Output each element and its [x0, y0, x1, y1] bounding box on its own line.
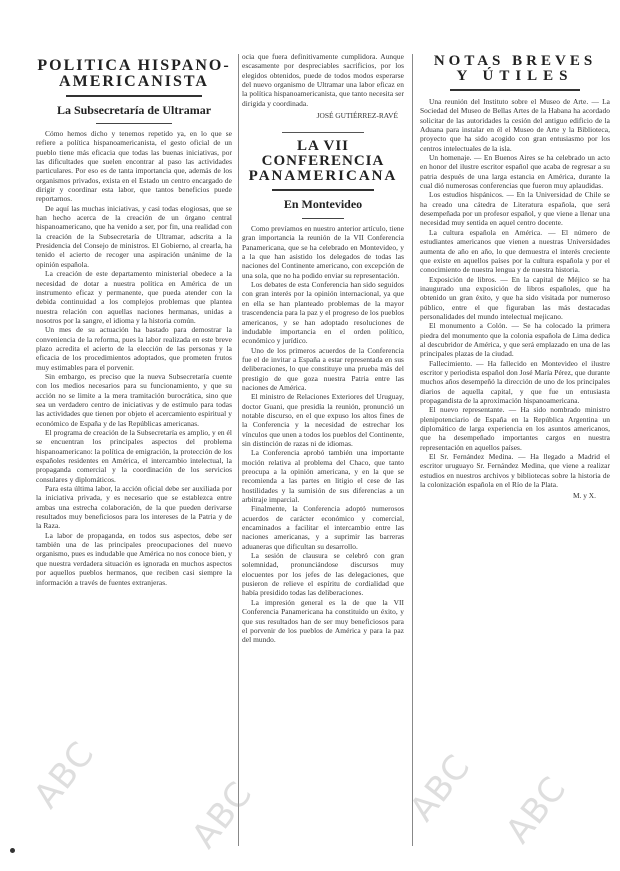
article-paragraph: El ministro de Relaciones Exteriores del Uruguay, doctor Guani, que presidía la reunión, pronunció un notable discurso, en el que expuso los altos fines de la Conferencia y la necesidad de estrechar los vínculos que unen a todos los pueblos del Continente, sin distinción de razas ni de idiomas.	[242, 392, 404, 448]
column-politica-hispanoamericanista	[36, 52, 232, 850]
article-paragraph: Un mes de su actuación ha bastado para demostrar la conveniencia de la reforma, pues la labor realizada en este breve plazo acredita el acierto de la elección de las personas y la eficacia de los procedimientos adoptados, que prometen frutos muy estimables para el porvenir.	[36, 325, 232, 372]
article-paragraph: Finalmente, la Conferencia adoptó numerosos acuerdos de carácter económico y comercial, encaminados a facilitar el intercambio entre las naciones americanas, y a suprimir las barreras aduaneras que dificultan su desarrollo.	[242, 504, 404, 551]
headline-line-2: AMERICANISTA	[59, 73, 209, 90]
article-paragraph: El programa de creación de la Subsecretaría es amplio, y en él se encuentran los principales aspectos del problema hispanoamericano: la política de emigración, la protección de los españoles residentes en América, el intercambio intelectual, la propaganda comercial y la coordinación de los servicios consulares y diplomáticos.	[36, 428, 232, 484]
note-paragraph: Los estudios hispánicos. — En la Universidad de Chile se ha creado una cátedra de Literatura española, que será desempeñada por un profesor español, y que viene a llenar una necesidad muy sentida en aquel centro docente.	[420, 190, 610, 228]
continued-paragraph: ocia que fuera definitivamente cumplidora. Aunque escasamente por despreciables sacrificios, por los elegidos obtenidos, puede de todos modos esperarse del nuevo organismo de Ultramar una labor eficaz en la política hispanoamericanista, que tanto necesita ser dirigida y coordinada.	[242, 52, 404, 108]
notes-signature: M. y X.	[573, 491, 596, 501]
article-paragraph: La Conferencia aprobó también una importante moción relativa al problema del Chaco, que tanto preocupa a la opinión americana, y en la que se recomienda a las partes en litigio el cese de las hostilidades y la sumisión de sus diferencias a un arbitraje imparcial.	[242, 448, 404, 505]
article-paragraph: Cómo hemos dicho y tenemos repetido ya, en lo que se refiere a política hispanoamericanista, el gesto oficial de un pueblo tiene más eficacia que todas las buenas iniciativas, por las dificultades que suelen encontrar al paso las actividades particulares. Por eso es de tanta importancia que, además de los organismos privados, exista en el Estado un centro encargado de dirigir y coordinar esta labor, que tantos beneficios puede reportarnos.	[36, 129, 232, 204]
subheading: En Montevideo	[283, 197, 363, 212]
watermark: ABC	[184, 774, 261, 856]
column-divider	[238, 54, 239, 846]
headline-line-1: POLITICA HISPANO-	[37, 57, 231, 74]
watermark: ABC	[402, 747, 479, 829]
newspaper-page	[14, 52, 614, 852]
subheading-rule	[302, 218, 344, 219]
headline-rule	[272, 189, 374, 191]
note-paragraph: El Sr. Fernández Medina. — Ha llegado a Madrid el escritor uruguayo Sr. Fernández Medina, que viene a realizar estudios en nuestros archivos y bibliotecas sobre la historia de la colonización española en el Río de la Plata.	[420, 452, 610, 490]
author-signature: JOSÉ GUTIÉRREZ-RAVÉ	[316, 111, 398, 121]
article-paragraph: Uno de los primeros acuerdos de la Conferencia fue el de invitar a España a estar representada en sus deliberaciones, lo que constituye una prueba más del prestigio de que goza nuestra Patria entre las naciones de América.	[242, 345, 404, 392]
column-divider	[412, 54, 413, 846]
note-paragraph: El nuevo representante. — Ha sido nombrado ministro plenipotenciario de España en la República Argentina un diplomático de larga experiencia en los asuntos americanos, que ha desempeñado importantes cargos en nuestra representación en aquellos países.	[420, 405, 610, 452]
watermark: ABC	[498, 769, 575, 851]
note-paragraph: El monumento a Colón. — Se ha colocado la primera piedra del monumento que la colonia española de Lima dedica al descubridor de América, y que será emplazado en una de las principales plazas de la ciudad.	[420, 321, 610, 359]
page-dot	[10, 848, 15, 853]
headline-line-2: Y ÚTILES	[456, 68, 574, 84]
note-paragraph: Fallecimiento. — Ha fallecido en Montevideo el ilustre escritor y periodista español don José María Pérez, que durante muchos años desempeñó la dirección de uno de los principales diarios de aquella capital, y que fue un entusiasta propagandista de la aproximación hispanoamericana.	[420, 358, 610, 405]
article-paragraph: De aquí las muchas iniciativas, y casi todas elogiosas, que se han hecho acerca de la creación de un órgano central hispanoamericano, que ha venido a ser, por fin, una realidad con la creación de la Subsecretaría de Ultramar, adscrita a la Presidencia del Consejo de ministros. El Gobierno, al crearla, ha tenido el acierto de recoger una aspiración unánime de la opinión española.	[36, 203, 232, 269]
article-paragraph: Sin embargo, es preciso que la nueva Subsecretaría cuente con los medios necesarios para su funcionamiento, y que su acción no se limite a la mera tramitación burocrática, sino que sea un verdadero centro de iniciativas y de estímulo para todas las actividades que tienen por objeto el acercamiento espiritual y económico de España y de las Repúblicas americanas.	[36, 371, 232, 428]
article-paragraph: La labor de propaganda, en todos sus aspectos, debe ser también una de las principales preocupaciones del nuevo organismo, pues es indudable que América no nos conoce bien, y que nuestra verdadera situación es ignorada en muchos aspectos por aquellos pueblos hermanos, que reciben casi siempre la información a través de fuentes extranjeras.	[36, 530, 232, 587]
note-paragraph: La cultura española en América. — El número de estudiantes americanos que vienen a nuestras Universidades aumenta de año en año, lo que demuestra el interés creciente que existe en aquellos países por la cultura española y por el conocimiento de nuestra lengua y de nuestra historia.	[420, 227, 610, 275]
subheading-rule	[96, 123, 172, 124]
note-paragraph: Una reunión del Instituto sobre el Museo de Arte. — La Sociedad del Museo de Bellas Artes de la Habana ha acordado solicitar de las autoridades la cesión del antiguo edificio de la Aduana para instalar en él el Museo de Arte y la Biblioteca, proyecto que ha sido acogido con gran entusiasmo por los centros intelectuales de la isla.	[420, 97, 610, 153]
article-paragraph: Como prevíamos en nuestro anterior artículo, tiene gran importancia la reunión de la VII Conferencia Panamericana, que se ha celebrado en Montevideo, y a la que han asistido los delegados de todas las naciones del Continente americano, con excepción de una sola, que no ha podido enviar su representación.	[242, 224, 404, 280]
subheading: La Subsecretaría de Ultramar	[56, 103, 212, 117]
headline-line-1: NOTAS BREVES	[433, 53, 597, 69]
article-paragraph: Para esta última labor, la acción oficial debe ser auxiliada por la iniciativa privada, y es necesario que se establezca entre ambas una estrecha colaboración, de la que pueden derivarse resultados muy beneficiosos para los intereses de la Patria y de la Raza.	[36, 484, 232, 531]
section-rule	[282, 132, 364, 133]
article-paragraph: La impresión general es la de que la VII Conferencia Panamericana ha constituido un éxito, y que sus resultados han de ser muy beneficiosos para el porvenir de los pueblos de América y para la paz del mundo.	[242, 597, 404, 645]
article-paragraph: Los debates de esta Conferencia han sido seguidos con gran interés por la opinión internacional, ya que en ella se han planteado problemas de la mayor trascendencia para la paz y el progreso de los pueblos americanos, y se han adoptado resoluciones de indudable importancia en el orden político, económico y jurídico.	[242, 280, 404, 346]
headline-line-2: PANAMERICANA	[248, 168, 398, 185]
note-paragraph: Un homenaje. — En Buenos Aires se ha celebrado un acto en honor del ilustre escritor español que acaba de regresar a su patria después de una larga estancia en América, durante la cual dió numerosas conferencias que fueron muy aplaudidas.	[420, 153, 610, 191]
headline-rule	[66, 95, 202, 97]
headline-rule	[450, 89, 580, 91]
column-conferencia-panamericana	[242, 52, 404, 850]
headline-line-1: LA VII CONFERENCIA	[261, 138, 385, 170]
article-paragraph: La creación de este departamento ministerial obedece a la necesidad de dotar a nuestra política en América de un instrumento eficaz y permanente, que pueda atender con la debida continuidad a los complejos problemas que plantea nuestra relación con aquellas naciones hermanas, unidas a nosotros por la sangre, el idioma y la historia común.	[36, 269, 232, 325]
watermark: ABC	[26, 734, 103, 816]
column-notas-breves	[420, 52, 610, 850]
article-paragraph: La sesión de clausura se celebró con gran solemnidad, pronunciándose discursos muy elocuentes por los jefes de las delegaciones, que pusieron de relieve el espíritu de cordialidad que había presidido todas las deliberaciones.	[242, 551, 404, 598]
note-paragraph: Exposición de libros. — En la capital de Méjico se ha inaugurado una exposición de libros españoles, que ha obtenido un gran éxito, y que ha sido visitada por numeroso público, entre el que figuraban las más destacadas personalidades del mundo intelectual mejicano.	[420, 274, 610, 321]
